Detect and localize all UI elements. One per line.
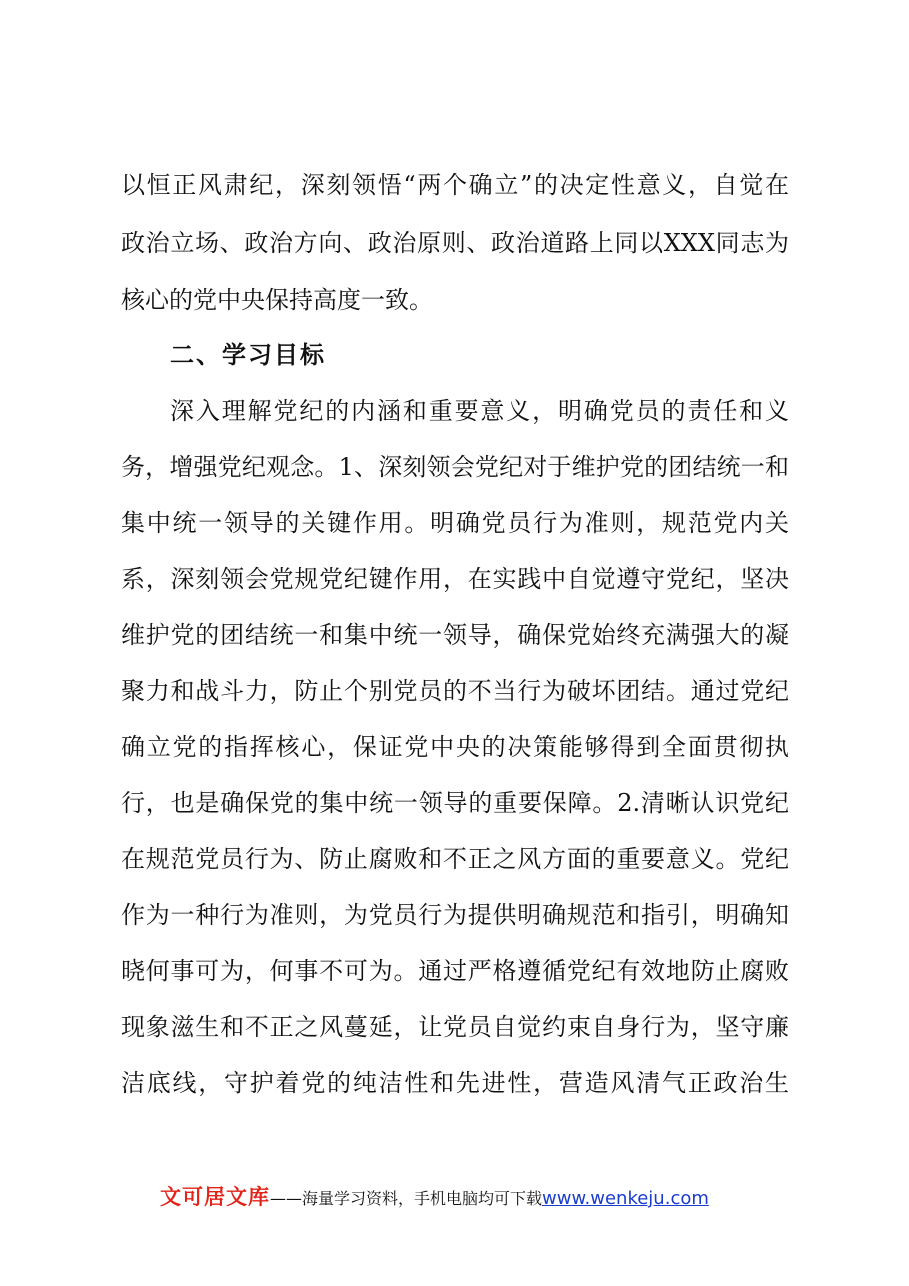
paragraph-1-line-2: 政治立场、政治方向、政治原则、政治道路上同以XXX同志为 bbox=[121, 229, 789, 257]
paragraph-2-line-3: 集中统一领导的关键作用。明确党员行为准则，规范党内关 bbox=[121, 509, 789, 537]
paragraph-2-line-10: 作为一种行为准则，为党员行为提供明确规范和指引，明确知 bbox=[121, 901, 789, 929]
paragraph-2-line-5: 维护党的团结统一和集中统一领导，确保党始终充满强大的凝 bbox=[121, 621, 789, 649]
paragraph-2-line-11: 晓何事可为，何事不可为。通过严格遵循党纪有效地防止腐败 bbox=[121, 957, 789, 985]
footer-url-link[interactable]: www.wenkeju.com bbox=[542, 1188, 709, 1209]
paragraph-2-line-12: 现象滋生和不正之风蔓延，让党员自觉约束自身行为，坚守廉 bbox=[121, 1013, 789, 1041]
footer-banner bbox=[160, 1182, 709, 1212]
paragraph-2-line-13: 洁底线，守护着党的纯洁性和先进性，营造风清气正政治生 bbox=[121, 1069, 789, 1097]
footer-slogan: ——海量学习资料，手机电脑均可下载 bbox=[270, 1189, 543, 1208]
paragraph-2-line-2: 务，增强党纪观念。1、深刻领会党纪对于维护党的团结统一和 bbox=[121, 453, 789, 481]
footer-brand-logo: 文可居文库 bbox=[160, 1185, 270, 1209]
section-heading: 二、学习目标 bbox=[170, 341, 326, 369]
paragraph-1-line-3: 核心的党中央保持高度一致。 bbox=[121, 286, 433, 314]
paragraph-2-line-4: 系，深刻领会党规党纪键作用，在实践中自觉遵守党纪，坚决 bbox=[121, 565, 789, 593]
paragraph-1-line-1: 以恒正风肃纪，深刻领悟“两个确立”的决定性意义，自觉在 bbox=[121, 171, 789, 199]
paragraph-2-line-6: 聚力和战斗力，防止个别党员的不当行为破坏团结。通过党纪 bbox=[121, 677, 789, 705]
paragraph-2-line-7: 确立党的指挥核心，保证党中央的决策能够得到全面贯彻执 bbox=[121, 733, 789, 761]
paragraph-2-line-1: 深入理解党纪的内涵和重要意义，明确党员的责任和义 bbox=[170, 397, 789, 425]
paragraph-2-line-8: 行，也是确保党的集中统一领导的重要保障。2.清晰认识党纪 bbox=[121, 789, 789, 817]
paragraph-2-line-9: 在规范党员行为、防止腐败和不正之风方面的重要意义。党纪 bbox=[121, 845, 789, 873]
